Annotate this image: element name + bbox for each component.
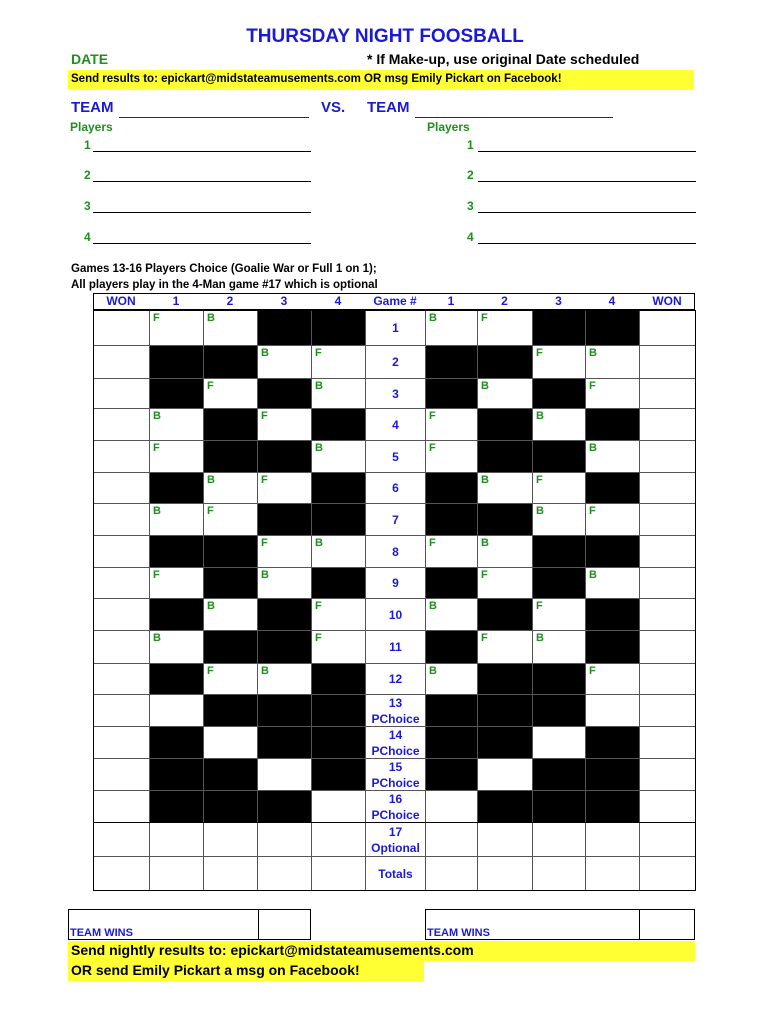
position-letter: B [261, 347, 269, 359]
player-right-number: 2 [467, 168, 474, 182]
position-letter: B [207, 600, 215, 612]
position-letter: F [261, 410, 268, 422]
game-label: 15 [388, 759, 403, 774]
position-letter: F [207, 380, 214, 392]
game-label: 5 [392, 449, 399, 464]
header-won-right: WON [652, 294, 682, 308]
send-nightly-banner-1 [68, 941, 695, 961]
team-left-field[interactable] [119, 117, 309, 118]
position-letter: F [429, 442, 436, 454]
position-letter: F [207, 665, 214, 677]
position-letter: B [536, 505, 544, 517]
position-letter: F [429, 537, 436, 549]
page-title: THURSDAY NIGHT FOOSBALL [246, 26, 524, 47]
send-results-banner [68, 70, 694, 90]
player-right-field-1[interactable] [478, 151, 696, 152]
position-letter: F [261, 537, 268, 549]
header-game: Game # [373, 294, 417, 308]
position-letter: B [261, 665, 269, 677]
position-letter: B [481, 474, 489, 486]
position-letter: F [315, 347, 322, 359]
position-letter: F [429, 410, 436, 422]
optional-separator [93, 822, 696, 823]
game-label: Optional [371, 840, 420, 855]
player-left-field-1[interactable] [93, 151, 311, 152]
position-letter: B [153, 410, 161, 422]
game-label: PChoice [371, 807, 420, 822]
position-letter: B [207, 474, 215, 486]
header-right-2: 2 [501, 294, 508, 308]
player-left-number: 4 [84, 230, 91, 244]
player-left-field-2[interactable] [93, 181, 311, 182]
game-label: 8 [392, 544, 399, 559]
header-left-4: 4 [334, 294, 342, 308]
team-wins-right-label: TEAM WINS [427, 927, 490, 939]
header-right-4: 4 [608, 294, 616, 308]
game-label: 1 [392, 321, 399, 335]
game-label: PChoice [371, 775, 420, 790]
game-label: 10 [388, 607, 403, 622]
game-label: 2 [392, 355, 399, 369]
game-label: 14 [388, 727, 403, 742]
position-letter: B [153, 505, 161, 517]
position-letter: F [153, 312, 160, 324]
players-left-label: Players [70, 120, 113, 134]
position-letter: F [589, 380, 596, 392]
grid-border [93, 310, 696, 891]
player-left-field-3[interactable] [93, 212, 311, 213]
position-letter: F [207, 505, 214, 517]
position-letter: F [536, 474, 543, 486]
game-label: 7 [392, 512, 399, 527]
game-label: 9 [392, 576, 399, 590]
game-label: 16 [388, 791, 403, 806]
position-letter: B [481, 380, 489, 392]
position-letter: B [429, 600, 437, 612]
position-letter: F [481, 632, 488, 644]
player-left-number: 2 [84, 168, 91, 182]
vs-label: VS. [321, 99, 346, 116]
games-note-2: All players play in the 4-Man game #17 which is optional [71, 279, 378, 291]
header-left-1: 1 [172, 294, 180, 308]
position-letter: F [315, 600, 322, 612]
position-letter: F [153, 569, 160, 581]
player-right-field-2[interactable] [478, 181, 696, 182]
player-left-field-4[interactable] [93, 243, 311, 244]
position-letter: F [481, 569, 488, 581]
date-label: DATE [71, 51, 109, 67]
position-letter: B [589, 569, 597, 581]
player-left-number: 1 [84, 138, 91, 152]
makeup-note: * If Make-up, use original Date scheduled [367, 51, 640, 67]
game-label: PChoice [371, 743, 420, 758]
header-right-1: 1 [447, 294, 455, 308]
position-letter: B [589, 347, 597, 359]
header-left-3: 3 [280, 294, 288, 308]
position-letter: B [315, 537, 323, 549]
position-letter: B [429, 665, 437, 677]
send-nightly-text-1: Send nightly results to: epickart@midstateamusements.com [71, 942, 474, 958]
game-label: 11 [389, 640, 402, 654]
position-letter: F [481, 312, 488, 324]
send-results-text: Send results to: epickart@midstateamusements.com OR msg Emily Pickart on Facebook! [71, 73, 562, 85]
games-note-1: Games 13-16 Players Choice (Goalie War or Full 1 on 1); [71, 263, 377, 275]
position-letter: B [589, 442, 597, 454]
team-wins-left-label: TEAM WINS [70, 927, 133, 939]
header-left-2: 2 [226, 294, 234, 308]
position-letter: F [536, 347, 543, 359]
game-label: 12 [388, 672, 403, 686]
position-letter: B [207, 312, 215, 324]
send-nightly-banner-2 [68, 961, 424, 981]
player-right-field-3[interactable] [478, 212, 696, 213]
game-label: 17 [388, 824, 403, 839]
player-right-number: 4 [467, 230, 474, 244]
position-letter: B [153, 632, 161, 644]
team-right-field[interactable] [415, 117, 613, 118]
position-letter: B [261, 569, 269, 581]
team-wins-left-value[interactable] [258, 909, 311, 940]
position-letter: F [589, 665, 596, 677]
game-label: PChoice [371, 711, 420, 726]
send-nightly-text-2: OR send Emily Pickart a msg on Facebook! [71, 962, 360, 978]
header-right-3: 3 [555, 294, 562, 308]
team-wins-right-value[interactable] [639, 909, 695, 940]
player-right-field-4[interactable] [478, 243, 696, 244]
position-letter: B [481, 537, 489, 549]
player-right-number: 1 [467, 138, 474, 152]
position-letter: F [589, 505, 596, 517]
game-label: Totals [378, 866, 413, 881]
position-letter: B [315, 380, 323, 392]
position-letter: B [315, 442, 323, 454]
team-left-label: TEAM [71, 99, 114, 116]
game-label: 3 [392, 386, 399, 401]
game-label: 4 [392, 417, 399, 432]
position-letter: F [261, 474, 268, 486]
team-right-label: TEAM [367, 99, 410, 116]
header-won: WON [106, 294, 136, 308]
players-right-label: Players [427, 120, 470, 134]
position-letter: F [315, 632, 322, 644]
player-left-number: 3 [84, 199, 91, 213]
position-letter: B [429, 312, 437, 324]
position-letter: F [536, 600, 543, 612]
player-right-number: 3 [467, 199, 474, 213]
game-label: 6 [392, 481, 399, 495]
position-letter: B [536, 410, 544, 422]
position-letter: B [536, 632, 544, 644]
game-label: 13 [388, 695, 403, 710]
position-letter: F [153, 442, 160, 454]
